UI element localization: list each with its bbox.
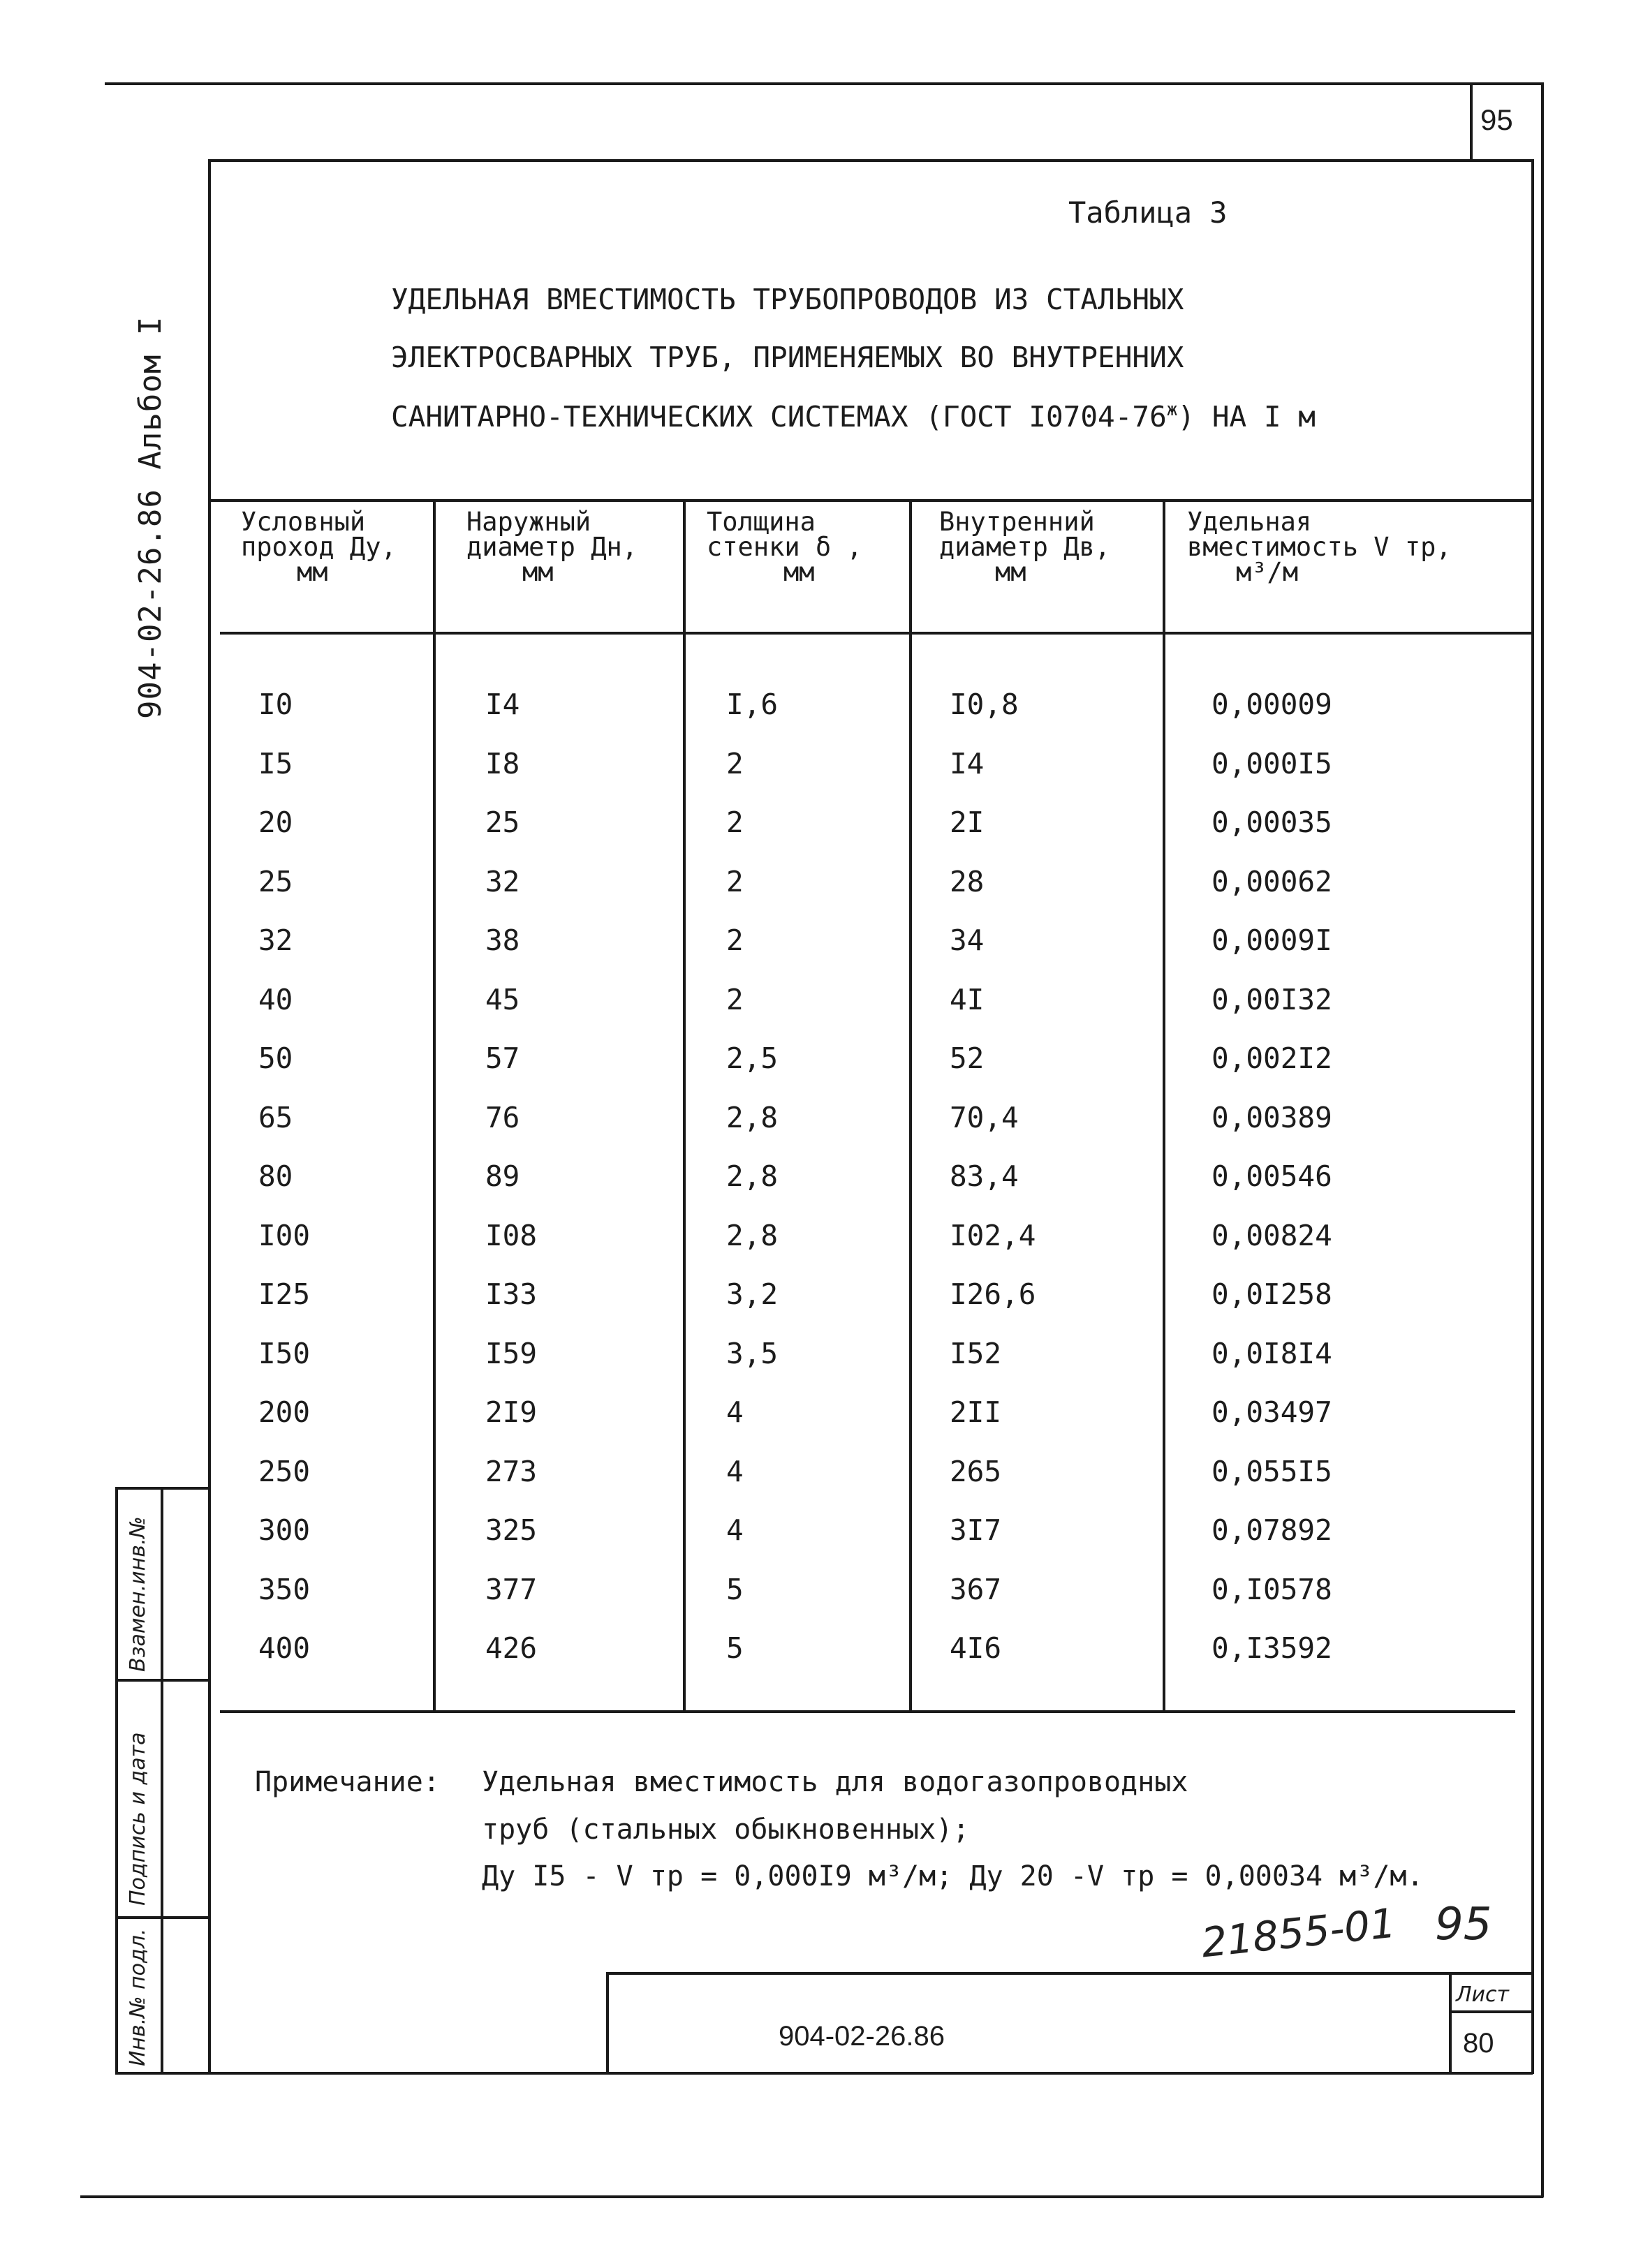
title-line-1: УДЕЛЬНАЯ ВМЕСТИМОСТЬ ТРУБОПРОВОДОВ ИЗ СТАЛЬНЫХ: [391, 283, 1184, 316]
table-cell: 2,8: [726, 1218, 779, 1252]
table-cell: 0,03497: [1211, 1395, 1332, 1429]
table-cell: 0,0I258: [1211, 1277, 1332, 1311]
table-cell: I,6: [726, 688, 779, 721]
table-cell: I8: [485, 746, 520, 780]
table-cell: I5: [258, 746, 293, 780]
table-cell: 265: [950, 1454, 1002, 1488]
header-wall-thickness: Толщина стенки δ , мм: [707, 507, 862, 587]
table-cell: 40: [258, 982, 293, 1016]
page-number: 95: [1480, 103, 1513, 136]
table-cell: 52: [950, 1042, 985, 1075]
table-row: [0, 1337, 1650, 1395]
table-row: [0, 1573, 1650, 1631]
table-cell: 0,07892: [1211, 1513, 1332, 1547]
table-cell: I0,8: [950, 688, 1019, 721]
table-cell: I26,6: [950, 1277, 1036, 1311]
table-row: [0, 1042, 1650, 1100]
frame-top: [209, 159, 1534, 162]
handwritten-number: 21855-01: [1199, 1899, 1399, 1967]
table-row: [0, 1219, 1650, 1277]
table-cell: 0,00389: [1211, 1100, 1332, 1134]
table-cell: I00: [258, 1218, 311, 1252]
table-cell: 0,00062: [1211, 864, 1332, 898]
frame-bottom: [115, 2072, 1533, 2075]
table-cell: 45: [485, 982, 520, 1016]
handwritten-page: 95: [1435, 1899, 1492, 1950]
table-cell: 32: [485, 864, 520, 898]
title-line-3: САНИТАРНО-ТЕХНИЧЕСКИХ СИСТЕМАХ (ГОСТ $I0704-76^ж$) НА I м: [391, 399, 1316, 433]
table-cell: 0,00I32: [1211, 982, 1332, 1016]
table-row: [0, 747, 1650, 806]
table-row: [0, 1277, 1650, 1336]
header-inner-diameter: Внутренний диаметр Дв, мм: [939, 507, 1111, 587]
table-cell: I08: [485, 1218, 538, 1252]
sheet-label: Лист: [1456, 1982, 1510, 2007]
table-cell: 426: [485, 1631, 538, 1665]
table-cell: I4: [485, 688, 520, 721]
table-cell: 20: [258, 806, 293, 839]
table-cell: 3,5: [726, 1336, 779, 1370]
table-row: [0, 1631, 1650, 1690]
table-cell: 2: [726, 982, 744, 1016]
table-cell: I50: [258, 1336, 311, 1370]
table-cell: 76: [485, 1100, 520, 1134]
table-header-bottom: [220, 632, 1531, 635]
table-cell: 325: [485, 1513, 538, 1547]
table-cell: 367: [950, 1572, 1002, 1606]
note-label: Примечание:: [255, 1766, 440, 1798]
table-cell: 65: [258, 1100, 293, 1134]
table-cell: 25: [258, 864, 293, 898]
table-cell: 0,I0578: [1211, 1572, 1332, 1606]
table-cell: 2,8: [726, 1100, 779, 1134]
header-specific-capacity: Удельная вместимость V тр, м³/м: [1187, 507, 1452, 587]
table-row: [0, 1101, 1650, 1159]
top-border-line: [105, 82, 1543, 85]
title-line-2: ЭЛЕКТРОСВАРНЫХ ТРУБ, ПРИМЕНЯЕМЫХ ВО ВНУТРЕННИХ: [391, 341, 1184, 374]
table-row: [0, 1513, 1650, 1572]
table-cell: 5: [726, 1631, 744, 1665]
table-cell: 400: [258, 1631, 311, 1665]
sheet-number: 80: [1463, 2028, 1494, 2059]
document-code: 904-02-26.86: [779, 2021, 945, 2052]
table-top-line: [209, 499, 1531, 502]
table-cell: 350: [258, 1572, 311, 1606]
bottom-border-line: [80, 2195, 1543, 2198]
table-cell: 34: [950, 924, 985, 957]
table-cell: I25: [258, 1277, 311, 1311]
table-row: [0, 1395, 1650, 1454]
header-outer-diameter: Наружный диаметр Дн, мм: [466, 507, 638, 587]
table-cell: 2I9: [485, 1395, 538, 1429]
table-cell: 250: [258, 1454, 311, 1488]
table-cell: 0,00824: [1211, 1218, 1332, 1252]
table-cell: 0,00546: [1211, 1159, 1332, 1193]
note-line-1: Удельная вместимость для водогазопроводных: [482, 1766, 1188, 1798]
table-cell: 273: [485, 1454, 538, 1488]
table-cell: I02,4: [950, 1218, 1036, 1252]
table-cell: 2I: [950, 806, 985, 839]
note-line-2: труб (стальных обыкновенных);: [482, 1814, 970, 1846]
table-cell: 0,002I2: [1211, 1042, 1332, 1075]
table-cell: 2: [726, 746, 744, 780]
table-cell: 200: [258, 1395, 311, 1429]
table-cell: 4I: [950, 982, 985, 1016]
table-cell: 38: [485, 924, 520, 957]
table-row: [0, 806, 1650, 864]
table-cell: 0,055I5: [1211, 1454, 1332, 1488]
table-cell: 2II: [950, 1395, 1002, 1429]
sheet-box-left: [1449, 1972, 1452, 2073]
table-row: [0, 924, 1650, 982]
table-row: [0, 1159, 1650, 1218]
table-cell: 83,4: [950, 1159, 1019, 1193]
side-document-code: 904-02-26.86 Альбом I: [133, 316, 168, 719]
table-cell: 2: [726, 806, 744, 839]
page-number-box-left: [1470, 82, 1473, 159]
table-cell: 0,00009: [1211, 688, 1332, 721]
table-cell: 2: [726, 864, 744, 898]
stamp-original-inv: Инв.№ подл.: [126, 1928, 150, 2066]
table-cell: 2,8: [726, 1159, 779, 1193]
stamp-div-2: [115, 1916, 209, 1919]
table-cell: 28: [950, 864, 985, 898]
table-cell: I0: [258, 688, 293, 721]
table-cell: 3I7: [950, 1513, 1002, 1547]
table-label: Таблица 3: [1068, 195, 1228, 230]
title-block-left: [606, 1972, 609, 2073]
table-row: [0, 983, 1650, 1042]
note-line-3: Ду I5 - V тр = 0,000I9 м³/м; Ду 20 -V тр = 0,00034 м³/м.: [482, 1860, 1424, 1892]
table-cell: 80: [258, 1159, 293, 1193]
table-cell: 4: [726, 1395, 744, 1429]
table-cell: 0,00035: [1211, 806, 1332, 839]
table-cell: 50: [258, 1042, 293, 1075]
table-cell: 32: [258, 924, 293, 957]
table-cell: I4: [950, 746, 985, 780]
table-cell: 5: [726, 1572, 744, 1606]
table-cell: I33: [485, 1277, 538, 1311]
table-cell: 3,2: [726, 1277, 779, 1311]
table-cell: 0,0I8I4: [1211, 1336, 1332, 1370]
header-nominal-bore: Условный проход Ду, мм: [241, 507, 397, 587]
table-cell: 0,000I5: [1211, 746, 1332, 780]
sheet-box-divider: [1449, 2010, 1533, 2013]
table-cell: 0,0009I: [1211, 924, 1332, 957]
table-row: [0, 688, 1650, 746]
title-block-top: [606, 1972, 1533, 1975]
table-cell: 0,I3592: [1211, 1631, 1332, 1665]
table-row: [0, 865, 1650, 924]
table-cell: I59: [485, 1336, 538, 1370]
table-cell: 4I6: [950, 1631, 1002, 1665]
table-cell: 57: [485, 1042, 520, 1075]
table-cell: 2,5: [726, 1042, 779, 1075]
table-cell: 4: [726, 1454, 744, 1488]
table-cell: 89: [485, 1159, 520, 1193]
table-cell: 25: [485, 806, 520, 839]
table-cell: 4: [726, 1513, 744, 1547]
stamp-replaced-inv: Взамен.инв.№: [126, 1516, 150, 1672]
table-cell: 377: [485, 1572, 538, 1606]
table-cell: 70,4: [950, 1100, 1019, 1134]
table-cell: 300: [258, 1513, 311, 1547]
stamp-signature-date: Подпись и дата: [126, 1732, 150, 1906]
table-cell: I52: [950, 1336, 1002, 1370]
table-bottom-line: [220, 1710, 1515, 1713]
table-row: [0, 1455, 1650, 1513]
table-cell: 2: [726, 924, 744, 957]
